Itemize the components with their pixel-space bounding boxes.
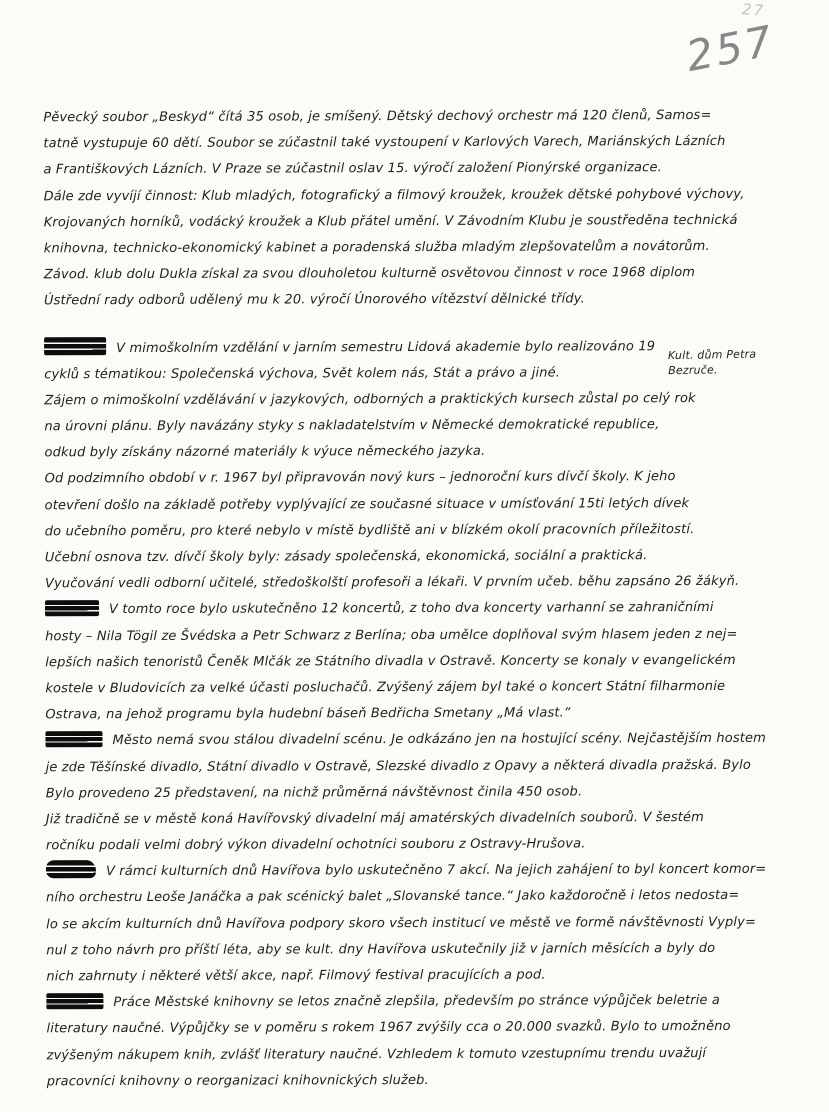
text-line-text: V rámci kulturních dnů Havířova bylo uskutečněno 7 akcí. Na jejich zahájení to byl koncert komor= — [105, 862, 767, 880]
paragraph-concerts — [45, 595, 800, 729]
text-line: Krojovaných horníků, vodácký kroužek a Klub přátel umění. V Závodním Klubu je soustředěna technická — [43, 212, 738, 231]
paragraph-cultural-days — [46, 857, 801, 991]
text-line: Od podzimního období v r. 1967 byl připravován nový kurs – jednoroční kurs dívčí školy. K jeho — [44, 469, 676, 487]
text-line-text: Město nemá svou stálou divadelní scénu. Je odkázáno jen na hostující scény. Nejčastějším hostem — [112, 731, 767, 749]
text-line — [45, 595, 800, 624]
text-line: pracovníci knihovny o reorganizaci knihovnických služeb. — [46, 1072, 429, 1090]
text-line: cyklů s tématikou: Společenská výchova, Svět kolem nás, Stát a právo a jiné. — [44, 365, 561, 383]
text-line: otevření došlo na základě potřeby vyplývající ze současné situace v umísťování 15ti letých dívek — [44, 495, 690, 513]
margin-note-line: Kult. dům Petra — [667, 347, 757, 363]
text-line: nul z toho návrh pro příští léta, aby se kult. dny Havířova uskutečnily již v jarních měsících a byly do — [46, 940, 716, 959]
text-line: Dále zde vyvíjí činnost: Klub mladých, fotografický a filmový kroužek, kroužek dětské pohybové výchovy, — [43, 186, 745, 204]
text-line: odkud byly získány názorné materiály k výuce německého jazyka. — [44, 444, 486, 461]
paragraph-library — [46, 988, 801, 1095]
redaction-mark — [46, 860, 96, 878]
text-line: literatury naučné. Výpůjčky se v poměru s rokem 1967 zvýšily cca o 20.000 svazků. Bylo to umožněno — [46, 1019, 731, 1037]
text-line: do učebního poměru, pro které nebylo v místě bydliště ani v blízkém okolí pracovních příležitostí. — [44, 521, 695, 540]
document-body — [43, 103, 801, 1096]
text-line: kostele v Bludovicích za velké účasti posluchačů. Zvýšený zájem byl také o koncert Státní filharmonie — [45, 678, 726, 697]
text-line — [46, 857, 801, 886]
text-line: Závod. klub dolu Dukla získal za svou dlouholetou kulturně osvětovou činnost v roce 1968 diplom — [43, 265, 696, 283]
paragraph-choir-clubs — [43, 103, 799, 315]
faint-corner-number: 27 — [741, 0, 766, 20]
text-line — [45, 726, 800, 755]
text-line: zvýšeným nákupem knih, zvlášť literatury naučné. Vzhledem k tomuto vzestupnímu trendu uvažují — [46, 1045, 707, 1063]
paragraph-adult-education — [44, 333, 800, 598]
text-line: Zájem o mimoškolní vzdělávání v jazykových, odborných a praktických kursech zůstal po celý rok — [44, 390, 696, 409]
text-line-text: Práce Městské knihovny se letos značně zlepšila, především po stránce výpůjček beletrie a — [113, 993, 721, 1011]
text-line — [44, 333, 799, 362]
text-line: hosty – Nila Tögil ze Švédska a Petr Schwarz z Berlína; oba umělce doplňoval svým hlasem jeden z nej= — [45, 626, 738, 644]
text-line: tatně vystupuje 60 dětí. Soubor se zúčastnil také vystoupení v Karlových Varech, Mariánských Lázních — [43, 134, 726, 152]
text-line: Ústřední rady odborů udělený mu k 20. výročí Únorového vítězství dělnické třídy. — [43, 291, 585, 309]
redaction-mark — [45, 731, 102, 747]
redaction-mark — [46, 993, 103, 1009]
text-line: knihovna, technicko-ekonomický kabinet a poradenská služba mladým zlepšovatelům a novátorům. — [43, 238, 710, 257]
text-line: ního orchestru Leoše Janáčka a pak scénický balet „Slovanské tance.“ Jako každoročně i letos nedosta= — [46, 888, 740, 906]
redaction-mark — [44, 337, 106, 355]
redaction-mark — [45, 601, 99, 617]
text-line: Vyučování vedli odborní učitelé, středoškolští profesoři a lékaři. V prvním učeb. běhu zapsáno 26 žákyň. — [44, 574, 740, 592]
text-line: Učební osnova tzv. dívčí školy byly: zásady společenská, ekonomická, sociální a praktická. — [44, 548, 648, 566]
text-line: je zde Těšínské divadlo, Státní divadlo v Ostravě, Slezské divadlo z Opavy a některá divadla pražská. Bylo — [45, 757, 752, 775]
text-line: lepších našich tenoristů Čeněk Mlčák ze Státního divadla v Ostravě. Koncerty se konaly v evangelickém — [45, 652, 736, 671]
text-line: lo se akcím kulturních dnů Havířova podpory skoro všech institucí ve městě ve formě návštěvnosti Vyply= — [46, 914, 757, 932]
text-line — [46, 988, 801, 1017]
text-line: ročníku podali velmi dobrý výkon divadelní ochotníci souboru z Ostravy-Hrušova. — [45, 836, 586, 854]
text-line: Bylo provedeno 25 představení, na nichž průměrná návštěvnost činila 450 osob. — [45, 784, 583, 802]
text-line: na úrovni plánu. Byly navázány styky s nakladatelstvím v Německé demokratické republice, — [44, 417, 660, 435]
text-line: a Františkových Lázních. V Praze se zúčastnil oslav 15. výročí založení Pionýrské organizace. — [43, 160, 662, 178]
text-line: Ostrava, na jehož programu byla hudební báseň Bedřicha Smetany „Má vlast.“ — [45, 705, 571, 723]
text-line-text: V mimoškolním vzdělání v jarním semestru Lidová akademie bylo realizováno 19 — [116, 338, 656, 356]
text-line-text: V tomto roce bylo uskutečněno 12 koncertů, z toho dva koncerty varhanní se zahraničními — [109, 600, 714, 618]
text-line: Již tradičně se v městě koná Havířovský divadelní máj amatérských divadelních souborů. V šestém — [45, 809, 705, 828]
paragraph-theatre — [45, 726, 800, 860]
text-line: nich zahrnuty i některé větší akce, např. Filmový festival pracujících a pod. — [46, 967, 546, 985]
margin-note-line: Bezruče. — [668, 363, 718, 378]
text-line: Pěvecký soubor „Beskyd“ čítá 35 osob, je smíšený. Dětský dechový orchestr má 120 členů, Samos= — [43, 107, 712, 126]
handwritten-page-number: 257 — [682, 15, 780, 82]
